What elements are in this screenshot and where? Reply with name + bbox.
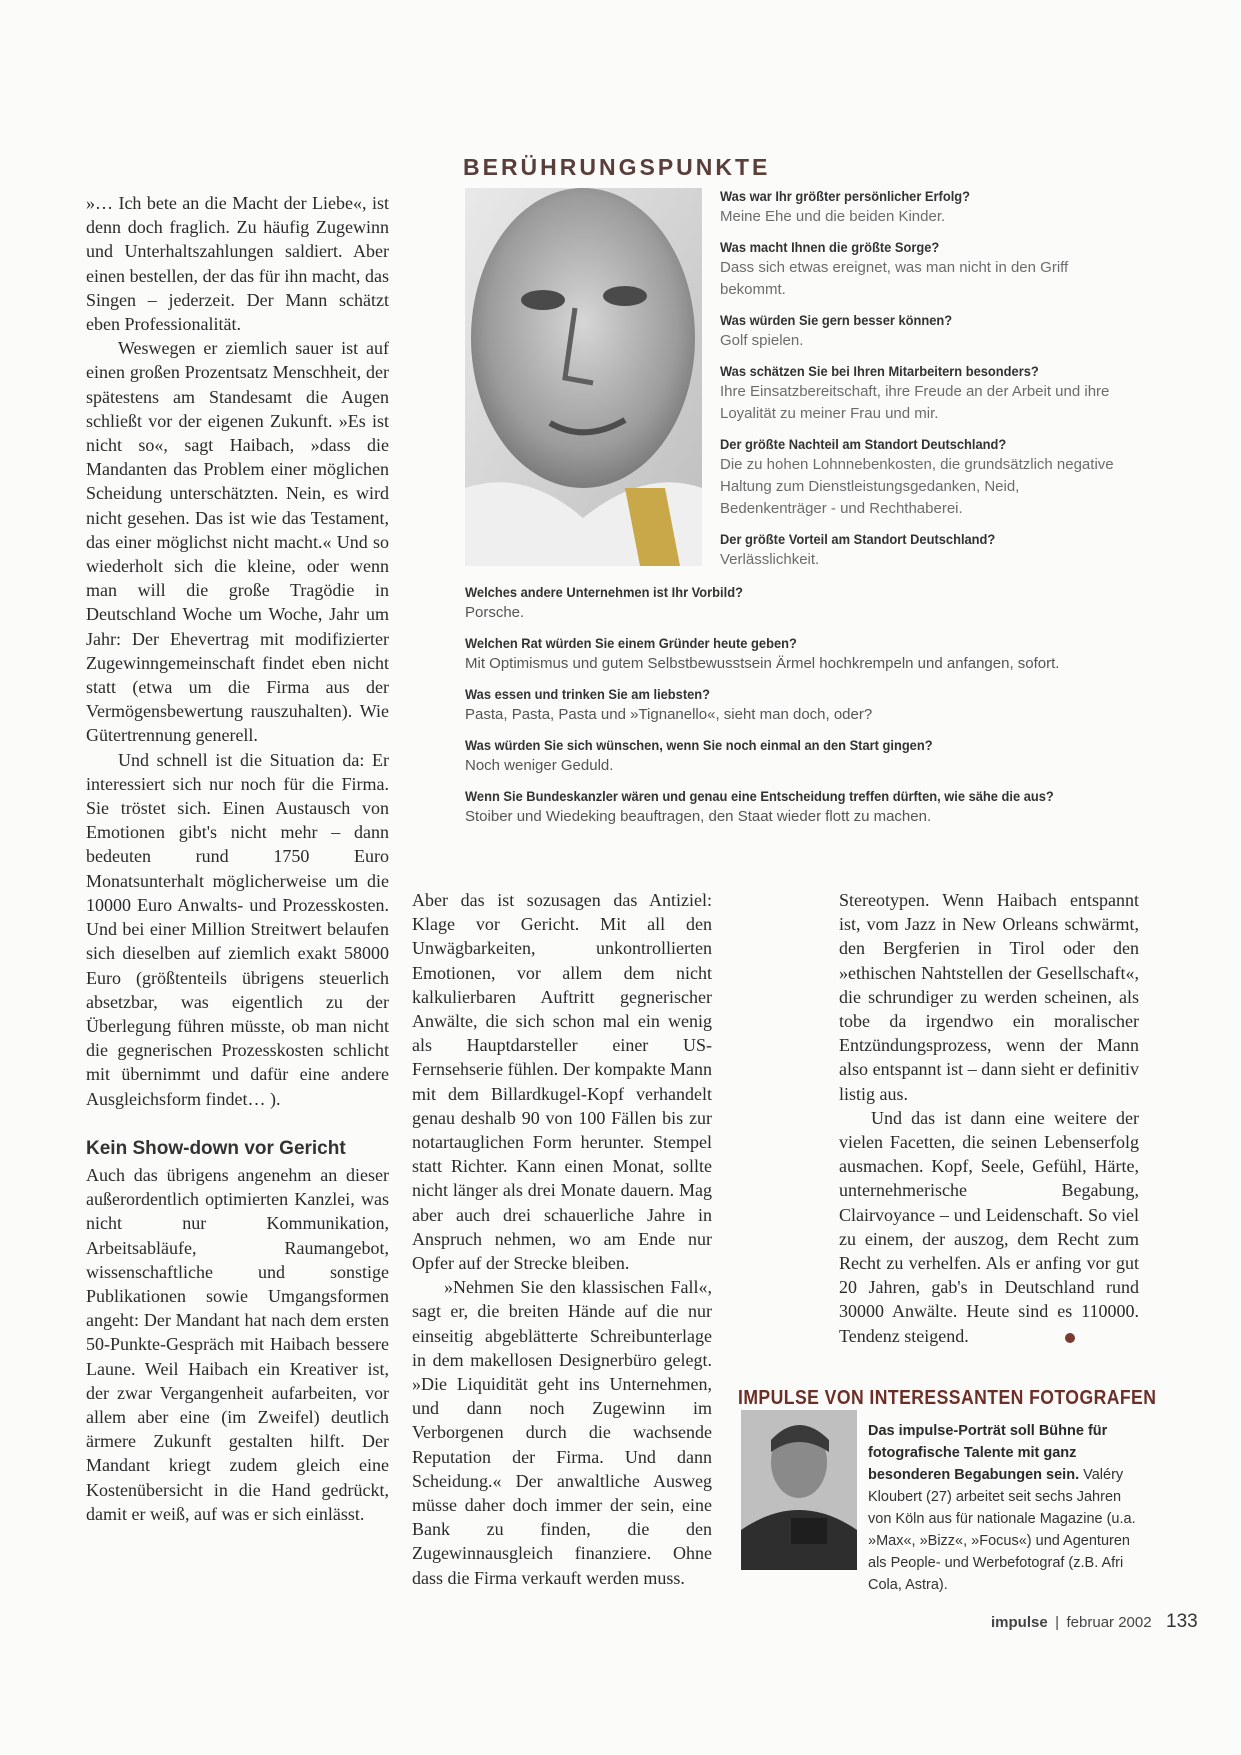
promo-title: IMPULSE VON INTERESSANTEN FOTOGRAFEN: [738, 1387, 1157, 1409]
qa-item: [720, 310, 1130, 352]
paragraph: »Nehmen Sie den klassischen Fall«, sagt er, die breiten Hände auf die nur einseitig abgeblätterte Schreibunterlage in dem makellosen Designerbüro gelegt. »Die Liquidität geht ins Unternehmen, und dann noch Zugewinn im Verborgenen durch die wachsende Reputation der Firma. Und dann Scheidung.« Der anwaltliche Ausweg müsse daher doch immer der sein, eine Bank zu finden, die den Zugewinnausgleich finanziere. Ohne dass die Firma verkauft werden muss.: [412, 1277, 712, 1588]
answer: Dass sich etwas ereignet, was man nicht in den Griff bekommt.: [720, 259, 1069, 298]
footer-separator: |: [1055, 1614, 1060, 1631]
answer: Noch weniger Geduld.: [465, 757, 614, 774]
paragraph: Weswegen er ziemlich sauer ist auf einen großen Prozentsatz Menschheit, der spätestens am Standesamt die Augen schließt vor der eigenen Zukunft. »Es ist nicht so«, sagt Haibach, »dass die Mandanten das Problem einer möglichen Scheidung unterschätzten. Nein, es wird nicht gesehen. Das ist wie das Testament, das einer möglichst nicht macht.« Und so wiederholt sich die kleine, oder wenn man will die große Tragödie in Deutschland Woche um Woche, Jahr um Jahr: Der Ehevertrag mit modifizierter Zugewinngemeinschaft findet eben nicht statt (etwa um die Firma aus der Vermögensbewertung rauszuhalten). Wie Gütertrennung generell.: [86, 338, 389, 746]
promo-text: [868, 1420, 1140, 1596]
answer: Ihre Einsatzbereitschaft, ihre Freude an der Arbeit und ihre Loyalität zu meiner Frau und mir.: [720, 383, 1110, 422]
paragraph: Aber das ist sozusagen das Antiziel: Klage vor Gericht. Mit all den Unwägbarkeiten, unkontrollierten Emotionen, vor allem dem nicht kalkulierbaren Auftritt gegnerischer Anwälte, die sich schon mal ein wenig als Hauptdarsteller einer US-Fernsehserie fühlen. Der kompakte Mann mit dem Billardkugel-Kopf verhandelt genau deshalb 90 von 100 Fällen bis zur notartauglichen Form herunter. Stempel statt Richter. Kann einen Monat, sollte nicht länger als drei Monate dauern. Mag aber auch drei schauerliche Jahre in Anspruch nehmen, wo am Ende nur Opfer auf der Strecke bleiben.: [412, 890, 712, 1274]
promo-body: Valéry Kloubert (27) arbeitet seit sechs Jahren von Köln aus für nationale Magazine (u.a. »Max«, »Bizz«, »Focus«) und Agenturen als People- und Werbefotograf (z.B. Afri Cola, Astra).: [868, 1467, 1136, 1593]
qa-item: [720, 434, 1130, 520]
promo-lead: Das impulse-Porträt soll Bühne für fotografische Talente mit ganz besonderen Begabungen sein.: [868, 1423, 1108, 1483]
answer: Die zu hohen Lohnnebenkosten, die grundsätzlich negative Haltung zum Dienstleistungsgedanken, Neid, Bedenkenträger - und Rechthaberei.: [720, 456, 1114, 517]
paragraph: Stereotypen. Wenn Haibach entspannt ist, vom Jazz in New Orleans schwärmt, den Bergferien in Tirol oder den »ethischen Nahtstellen der Gesellschaft«, die schrundiger zu werden scheinen, als tobe da irgendwo ein moralischer Entzündungsprozess, wenn der Mann also entspannt ist – dann sieht er definitiv listig aus.: [839, 890, 1139, 1104]
answer: Golf spielen.: [720, 332, 804, 349]
qa-item: [465, 633, 1145, 675]
qa-item: [720, 361, 1130, 425]
question: Welches andere Unternehmen ist Ihr Vorbild?: [465, 584, 743, 600]
paragraph-text: Und das ist dann eine weitere der vielen Facetten, die seinen Lebenserfolg ausmachen. Kopf, Seele, Gefühl, Härte, unternehmerische Begabung, Clairvoyance – und Leidenschaft. So viel zu einem, der auszog, dem Recht zum Recht zu verhelfen. Als er anfing vor gut 20 Jahren, gab's in Deutschland rund 30000 Anwälte. Heute sind es 110000. Tendenz steigend.: [839, 1107, 1139, 1346]
qa-item: [465, 786, 1145, 828]
issue-date: februar 2002: [1066, 1614, 1152, 1631]
qa-item: [465, 684, 1145, 726]
answer: Stoiber und Wiedeking beauftragen, den Staat wieder flott zu machen.: [465, 808, 932, 825]
portrait-illustration: [465, 188, 702, 566]
page-number: 133: [1166, 1611, 1198, 1632]
question: Was würden Sie gern besser können?: [720, 312, 953, 328]
end-mark-icon: [1065, 1333, 1075, 1343]
paragraph: Auch das übrigens angenehm an dieser außerordentlich optimierten Kanzlei, was nicht nur Kommunikation, Arbeitsabläufe, Raumangebot, wissenschaftliche und sonstige Publikationen sowie Umgangsformen angeht: Der Mandant hat nach dem ersten 50-Punkte-Gespräch mit Haibach bessere Laune. Weil Haibach ein Kreativer ist, der zwar Vergangenheit aufarbeiten, vor allem aber eine (im Zweifel) deutlich ärmere Zukunft gestalten hilft. Der Mandant kriegt zudem gleich eine Kostenübersicht in die Hand gedrückt, damit er weiß, auf was er sich einlässt.: [86, 1164, 389, 1524]
answer: Mit Optimismus und gutem Selbstbewusstsein Ärmel hochkrempeln und anfangen, sofort.: [465, 655, 1060, 672]
magazine-brand: impulse: [991, 1614, 1048, 1631]
article-column-2: [412, 888, 712, 1590]
interview-questions-right: [720, 186, 1130, 580]
section-subheading: Kein Show-down vor Gericht: [86, 1137, 346, 1159]
paragraph: [839, 1106, 1139, 1348]
article-column-1: [86, 191, 389, 1526]
qa-item: [465, 735, 1145, 777]
paragraph: Und schnell ist die Situation da: Er interessiert sich nur noch für die Firma. Sie tröstet sich. Einen Austausch von Emotionen gibt's nicht mehr – dann bedeuten rund 1750 Euro Monatsunterhalt möglicherweise um die 10000 Euro Anwalts- und Prozesskosten. Und bei einer Million Streitwert belaufen sich dieselben auf ziemlich exakt 58000 Euro (größtenteils übrigens steuerlich absetzbar, was eigentlich zu der Überlegung führen müsste, ob man nicht die gegnerischen Prozesskosten schlicht mit übernimmt und dafür eine andere Ausgleichsform findet… ).: [86, 749, 389, 1109]
qa-item: [465, 582, 1145, 624]
paragraph: »… Ich bete an die Macht der Liebe«, ist denn doch fraglich. Zu häufig Zugewinn und Unterhaltszahlungen saldiert. Aber einen bestellen, der das für ihn macht, das Singen – jederzeit. Der Mann schätzt eben Professionalität.: [86, 193, 389, 335]
article-column-3: [839, 888, 1139, 1348]
interview-questions-bottom: [465, 582, 1145, 837]
answer: Porsche.: [465, 604, 525, 621]
question: Was essen und trinken Sie am liebsten?: [465, 686, 711, 702]
question: Der größte Vorteil am Standort Deutschland?: [720, 531, 996, 547]
question: Was war Ihr größter persönlicher Erfolg?: [720, 188, 971, 204]
answer: Pasta, Pasta, Pasta und »Tignanello«, sieht man doch, oder?: [465, 706, 873, 723]
portrait-photo: [465, 188, 702, 566]
question: Der größte Nachteil am Standort Deutschland?: [720, 436, 1007, 452]
qa-item: [720, 186, 1130, 228]
photographer-illustration: [741, 1410, 857, 1570]
qa-item: [720, 529, 1130, 571]
question: Welchen Rat würden Sie einem Gründer heute geben?: [465, 635, 797, 651]
interview-box-title: BERÜHRUNGSPUNKTE: [463, 154, 771, 180]
answer: Verlässlichkeit.: [720, 551, 820, 568]
page-footer: [991, 1611, 1198, 1633]
question: Wenn Sie Bundeskanzler wären und genau eine Entscheidung treffen dürften, wie sähe die aus?: [465, 788, 1054, 804]
qa-item: [720, 237, 1130, 301]
question: Was macht Ihnen die größte Sorge?: [720, 239, 940, 255]
photographer-photo: [741, 1410, 857, 1570]
question: Was schätzen Sie bei Ihren Mitarbeitern besonders?: [720, 363, 1039, 379]
question: Was würden Sie sich wünschen, wenn Sie noch einmal an den Start gingen?: [465, 737, 933, 753]
answer: Meine Ehe und die beiden Kinder.: [720, 208, 946, 225]
